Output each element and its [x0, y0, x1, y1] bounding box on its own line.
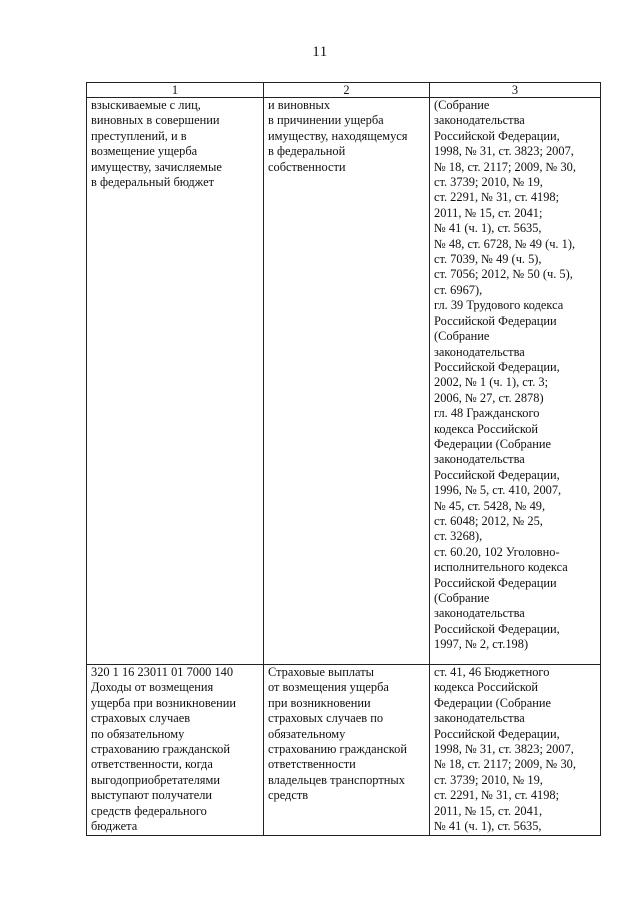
- table-cell: [87, 98, 264, 665]
- cell-text-description: Страховые выплаты от возмещения ущерба при возникновении страховых случаев по обязательному страхованию гражданской ответственности владельцев транспортных средств: [268, 665, 407, 803]
- document-table: [86, 82, 601, 836]
- column-header: 1: [87, 83, 264, 98]
- page-number: 11: [312, 44, 328, 60]
- table-row: [87, 98, 601, 665]
- cell-text-legal-basis: ст. 41, 46 Бюджетного кодекса Российской Федерации (Собрание законодательства Российской Федерации, 1998, № 31, ст. 3823; 2007, № 18, ст. 2117; 2009, № 30, ст. 3739; 2010, № 19, ст. 2291, № 31, ст. 4198; 2011, № 15, ст. 2041, № 41 (ч. 1), ст. 5635,: [434, 665, 576, 834]
- table-cell: [430, 665, 601, 836]
- table-cell: [264, 98, 430, 665]
- table-cell: [87, 665, 264, 836]
- table-header-row: [87, 83, 601, 98]
- cell-text-revenue-name: 320 1 16 23011 01 7000 140 Доходы от возмещения ущерба при возникновении страховых случаев по обязательному страхованию гражданской ответственности, когда выгодоприобретателями выступают получатели средств федерального бюджета: [91, 665, 237, 834]
- column-header: 2: [264, 83, 430, 98]
- cell-text-description: и виновных в причинении ущерба имуществу, находящемуся в федеральной собственности: [268, 98, 408, 174]
- column-header: 3: [430, 83, 601, 98]
- cell-text-legal-basis: (Собрание законодательства Российской Федерации, 1998, № 31, ст. 3823; 2007, № 18, ст. 2117; 2009, № 30, ст. 3739; 2010, № 19, ст. 2291, № 31, ст. 4198; 2011, № 15, ст. 2041; № 41 (ч. 1), ст. 5635, № 48, ст. 6728, № 49 (ч. 1), ст. 7039, № 49 (ч. 5), ст. 7056; 2012, № 50 (ч. 5), ст. 6967), гл. 39 Трудового кодекса Российской Федерации (Собрание законодательства Российской Федерации, 2002, № 1 (ч. 1), ст. 3; 2006, № 27, ст. 2878) гл. 48 Гражданского кодекса Российской Федерации (Собрание законодательства Российской Федерации, 1996, № 5, ст. 410, 2007, № 45, ст. 5428, № 49, ст. 6048; 2012, № 25, ст. 3268), ст. 60.20, 102 Уголовно- исполнительного кодекса Российской Федерации (Собрание законодательства Российской Федерации, 1997, № 2, ст.198): [434, 98, 576, 652]
- table-row: [87, 665, 601, 836]
- cell-text-revenue-name: взыскиваемые с лиц, виновных в совершении преступлений, и в возмещение ущерба имуществу, зачисляемые в федеральный бюджет: [91, 98, 222, 190]
- table-cell: [264, 665, 430, 836]
- table-cell: [430, 98, 601, 665]
